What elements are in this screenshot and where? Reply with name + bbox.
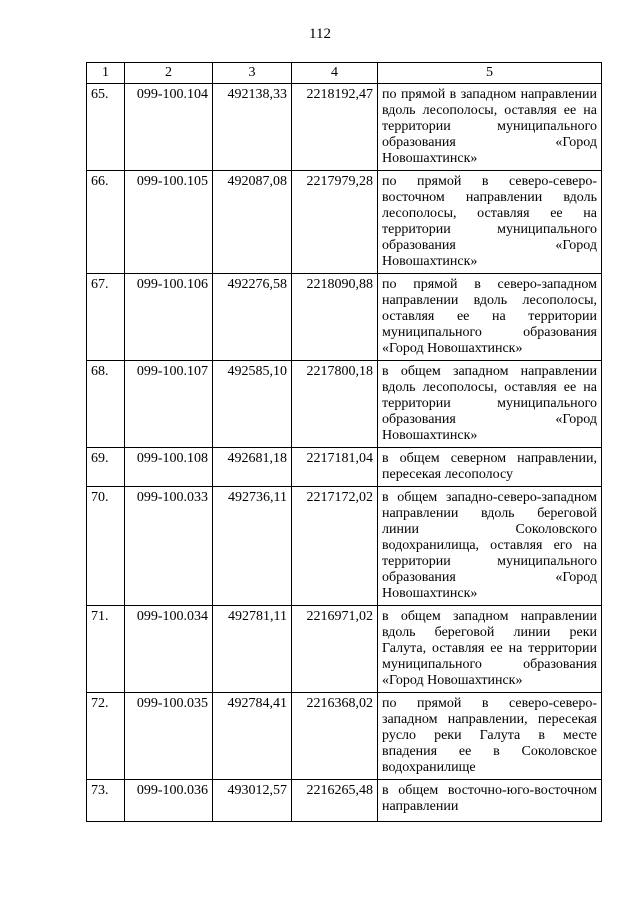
coordinate-x: 492784,41 bbox=[213, 693, 292, 780]
coordinate-x: 492138,33 bbox=[213, 84, 292, 171]
coordinate-y: 2217181,04 bbox=[292, 448, 378, 487]
table-row bbox=[87, 448, 602, 487]
coordinate-x: 493012,57 bbox=[213, 780, 292, 822]
row-number: 68. bbox=[87, 361, 125, 448]
row-number: 67. bbox=[87, 274, 125, 361]
table-row bbox=[87, 361, 602, 448]
row-number: 66. bbox=[87, 171, 125, 274]
coordinate-y: 2216368,02 bbox=[292, 693, 378, 780]
boundary-description: в общем западно-северо-западном направлении вдоль береговой линии Соколовского водохранилища, оставляя его на территории муниципального образования «Город Новошахтинск» bbox=[378, 487, 602, 606]
boundary-description: по прямой в северо-западном направлении вдоль лесополосы, оставляя ее на территории муниципального образования «Город Новошахтинск» bbox=[378, 274, 602, 361]
point-code: 099-100.107 bbox=[125, 361, 213, 448]
coordinate-x: 492276,58 bbox=[213, 274, 292, 361]
coordinate-y: 2218192,47 bbox=[292, 84, 378, 171]
point-code: 099-100.033 bbox=[125, 487, 213, 606]
table-row bbox=[87, 606, 602, 693]
column-header-3: 3 bbox=[213, 63, 292, 84]
point-code: 099-100.106 bbox=[125, 274, 213, 361]
row-number: 65. bbox=[87, 84, 125, 171]
point-code: 099-100.034 bbox=[125, 606, 213, 693]
point-code: 099-100.105 bbox=[125, 171, 213, 274]
boundary-description: в общем северном направлении, пересекая лесополосу bbox=[378, 448, 602, 487]
point-code: 099-100.036 bbox=[125, 780, 213, 822]
point-code: 099-100.104 bbox=[125, 84, 213, 171]
boundary-description: в общем западном направлении вдоль береговой линии реки Галута, оставляя ее на территории муниципального образования «Город Новошахтинск» bbox=[378, 606, 602, 693]
row-number: 71. bbox=[87, 606, 125, 693]
column-header-1: 1 bbox=[87, 63, 125, 84]
column-header-4: 4 bbox=[292, 63, 378, 84]
coordinate-x: 492585,10 bbox=[213, 361, 292, 448]
coordinate-x: 492736,11 bbox=[213, 487, 292, 606]
row-number: 72. bbox=[87, 693, 125, 780]
coordinate-y: 2216265,48 bbox=[292, 780, 378, 822]
table-row bbox=[87, 171, 602, 274]
coordinate-x: 492087,08 bbox=[213, 171, 292, 274]
column-header-2: 2 bbox=[125, 63, 213, 84]
point-code: 099-100.035 bbox=[125, 693, 213, 780]
boundary-description: по прямой в северо-северо-восточном направлении вдоль лесополосы, оставляя ее на территории муниципального образования «Город Новошахтинск» bbox=[378, 171, 602, 274]
coordinate-y: 2217800,18 bbox=[292, 361, 378, 448]
table-row bbox=[87, 780, 602, 822]
row-number: 69. bbox=[87, 448, 125, 487]
table-row bbox=[87, 84, 602, 171]
page-number: 112 bbox=[309, 26, 331, 42]
row-number: 70. bbox=[87, 487, 125, 606]
table-row bbox=[87, 274, 602, 361]
boundary-description: в общем восточно-юго-восточном направлении bbox=[378, 780, 602, 822]
boundary-table bbox=[86, 62, 602, 822]
point-code: 099-100.108 bbox=[125, 448, 213, 487]
table-row bbox=[87, 487, 602, 606]
boundary-description: в общем западном направлении вдоль лесополосы, оставляя ее на территории муниципального образования «Город Новошахтинск» bbox=[378, 361, 602, 448]
coordinate-y: 2218090,88 bbox=[292, 274, 378, 361]
coordinate-x: 492781,11 bbox=[213, 606, 292, 693]
coordinate-y: 2217172,02 bbox=[292, 487, 378, 606]
coordinate-y: 2217979,28 bbox=[292, 171, 378, 274]
column-header-5: 5 bbox=[378, 63, 602, 84]
boundary-description: по прямой в западном направлении вдоль лесополосы, оставляя ее на территории муниципального образования «Город Новошахтинск» bbox=[378, 84, 602, 171]
table-header-row bbox=[87, 63, 602, 84]
coordinate-y: 2216971,02 bbox=[292, 606, 378, 693]
boundary-description: по прямой в северо-северо-западном направлении, пересекая русло реки Галута в месте впадения ее в Соколовское водохранилище bbox=[378, 693, 602, 780]
table-row bbox=[87, 693, 602, 780]
coordinate-x: 492681,18 bbox=[213, 448, 292, 487]
row-number: 73. bbox=[87, 780, 125, 822]
